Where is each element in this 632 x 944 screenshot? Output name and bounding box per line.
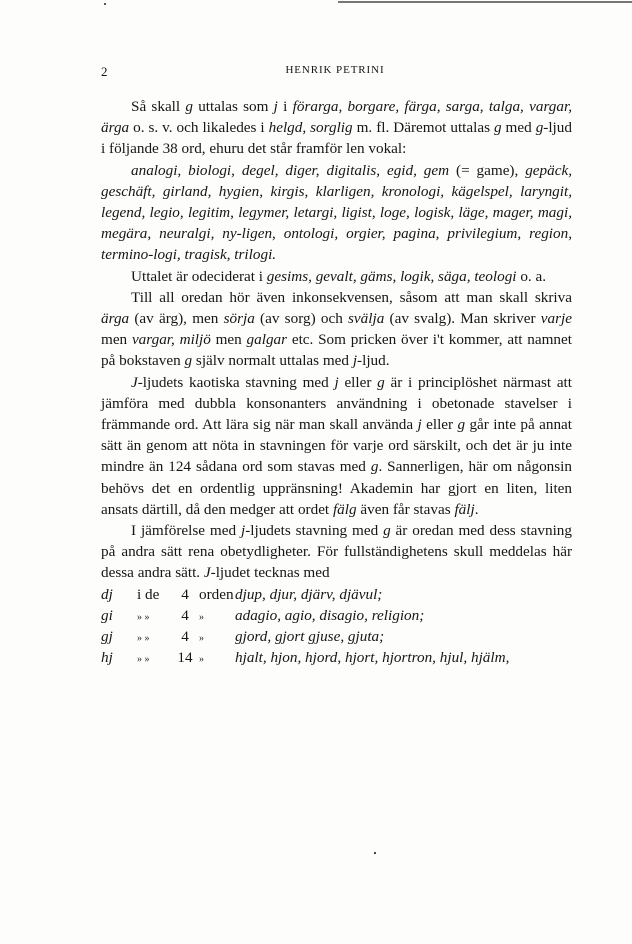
italic-run: fälj <box>454 500 475 518</box>
prep-cell: » » <box>137 633 150 645</box>
italic-run: vargar, miljö <box>131 331 211 349</box>
word-cell: » <box>199 633 204 645</box>
paragraph-2 <box>101 266 572 287</box>
prep-cell: » » <box>137 611 150 623</box>
text-run: -ljudets stavning med <box>245 522 384 540</box>
italic-run: j <box>352 352 358 370</box>
count-cell: 4 <box>181 628 189 646</box>
examples-cell: hjalt, hjon, hjord, hjort, hjortron, hjul, hjälm, <box>235 649 510 667</box>
text-run: m. fl. Däremot uttalas <box>352 119 494 137</box>
letters-cell: hj <box>101 649 113 667</box>
prep-cell: » » <box>137 654 150 666</box>
table-row <box>101 647 572 668</box>
text-run: (av sorg) och <box>254 310 349 328</box>
italic-run: g <box>370 458 379 476</box>
word-cell: orden <box>199 585 234 603</box>
text-run: . Sannerligen, här om någonsin behövs det en ordentlig uppränsning! Akademin har gjort en liten, liten ansats därtill, då den medger att ordet <box>101 458 572 518</box>
text-run: Så skall <box>131 98 186 115</box>
italic-run: g <box>184 352 193 370</box>
speck-mark <box>374 852 376 854</box>
text-run: i <box>277 98 293 115</box>
text-run: går inte på annat sätt än genom att nöta in stavningen för varje ord särskilt, och det är ju inte mindre än 124 sådana ord som stavas med <box>101 416 572 476</box>
prep-cell: i de <box>137 585 160 603</box>
italic-run: g <box>383 522 391 540</box>
paragraph-5 <box>101 520 572 584</box>
running-head: HENRIK PETRINI <box>285 64 385 76</box>
table-row <box>101 584 572 605</box>
word-list <box>101 160 572 266</box>
text-run: med <box>501 119 536 137</box>
text-run: Uttalet är odeciderat i <box>131 267 267 285</box>
italic-run: förarga, borgare, färga, sarga, talga, vargar, ärga <box>101 98 572 137</box>
letters-cell: gi <box>101 606 113 624</box>
examples-cell: gjord, gjort gjuse, gjuta; <box>235 628 385 646</box>
text-run: (= game), <box>449 161 526 179</box>
text-run: men <box>210 331 247 349</box>
paragraph-1 <box>101 96 572 160</box>
speck-mark <box>104 3 106 5</box>
text-run: . <box>474 500 479 518</box>
italic-run: galgar <box>246 331 288 349</box>
italic-run: svälja <box>348 310 385 328</box>
italic-run: g <box>457 416 466 434</box>
italic-run: fälg <box>332 500 357 518</box>
italic-run: sörja <box>223 310 255 328</box>
letters-cell: gj <box>101 628 113 646</box>
italic-run: helgd, sorglig <box>268 119 353 137</box>
word-cell: » <box>199 611 204 623</box>
page-number: 2 <box>101 64 108 79</box>
count-cell: 4 <box>181 585 189 603</box>
spelling-table <box>101 584 572 669</box>
word-cell: » <box>199 654 204 666</box>
italic-run: gepäck, geschäft, girland, hygien, kirgis, klarligen, kronologi, kägelspel, laryngit, legend, legio, legitim, legymer, letargi, ligist, loge, logisk, läge, mager, magi, megära, neuralgi, ny-ligen, ontologi, orgier, pagina, privilegium, region, termino-logi, tragisk, trilogi. <box>101 161 572 264</box>
body-text <box>101 96 572 668</box>
italic-run: varje <box>540 310 572 328</box>
text-run: är oredan med dess stavning på andra sätt rena obetydligheter. För fullständighetens skull meddelas här dessa andra sätt. <box>101 522 572 582</box>
italic-run: g <box>535 119 544 137</box>
text-run: själv normalt uttalas med <box>192 352 353 370</box>
text-run: men <box>101 331 132 349</box>
text-run: o. a. <box>516 267 547 285</box>
examples-cell: adagio, agio, disagio, religion; <box>235 606 425 624</box>
italic-run: j <box>240 522 246 540</box>
table-row <box>101 605 572 626</box>
top-rule <box>338 1 632 3</box>
italic-run: analogi, biologi, degel, diger, digitalis, egid, gem <box>131 161 450 179</box>
table-row <box>101 626 572 647</box>
italic-run: J <box>203 564 211 582</box>
count-cell: 4 <box>181 606 189 624</box>
text-run: -ljud. <box>357 352 390 370</box>
text-run: även får stavas <box>356 500 455 518</box>
italic-run: gesims, gevalt, gäms, logik, säga, teologi <box>266 267 517 285</box>
italic-run: g <box>377 373 385 391</box>
count-cell: 14 <box>177 649 193 667</box>
paragraph-4 <box>101 372 572 520</box>
italic-run: j <box>273 98 278 115</box>
text-run: uttalas som <box>192 98 274 115</box>
italic-run: j <box>334 373 339 391</box>
text-run: (av ärg), men <box>129 310 224 328</box>
letters-cell: dj <box>101 585 113 603</box>
text-run: -ljudet tecknas med <box>210 564 330 582</box>
text-run: (av svalg). Man skriver <box>384 310 541 328</box>
italic-run: g <box>493 119 502 137</box>
text-run: I jämförelse med <box>131 522 241 540</box>
examples-cell: djup, djur, djärv, djävul; <box>235 585 383 603</box>
text-run: o. s. v. och likaledes i <box>129 119 269 137</box>
italic-run: j <box>417 416 422 434</box>
text-run: etc. Som pricken över i't kommer, att namnet på bokstaven <box>101 331 572 370</box>
text-run: Till all oredan hör även inkonsekvensen, såsom att man skall skriva <box>131 288 572 306</box>
italic-run: J <box>131 373 138 391</box>
text-run: -ljudets kaotiska stavning med <box>137 373 335 391</box>
paragraph-3 <box>101 287 572 372</box>
text-run: eller <box>421 416 458 434</box>
italic-run: g <box>185 98 193 115</box>
text-run: -ljud i följande 38 ord, ehuru det står framför len vokal: <box>101 119 572 158</box>
italic-run: ärga <box>101 310 130 328</box>
text-run: är i principlöshet närmast att jämföra med dubbla konsonanters användning i obetonade stavelser i främmande ord. Att lära sig när man skall använda <box>101 373 572 434</box>
text-run: eller <box>338 373 378 391</box>
